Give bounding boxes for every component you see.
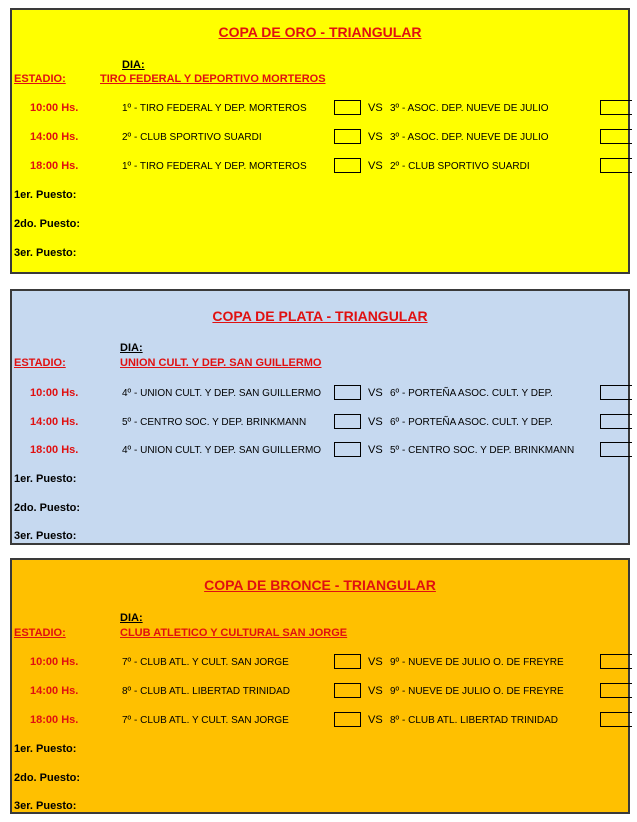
match-team-a: 1º - TIRO FEDERAL Y DEP. MORTEROS bbox=[122, 161, 307, 172]
score-box-b[interactable] bbox=[600, 129, 632, 144]
puesto-1-label: 1er. Puesto: bbox=[14, 743, 77, 755]
score-box-a[interactable] bbox=[334, 158, 361, 173]
match-time: 14:00 Hs. bbox=[30, 131, 79, 143]
score-box-a[interactable] bbox=[334, 385, 361, 400]
vs-label: VS bbox=[368, 416, 383, 428]
match-team-b: 2º - CLUB SPORTIVO SUARDI bbox=[390, 161, 530, 172]
copa-bronce-panel bbox=[10, 558, 630, 814]
score-box-b[interactable] bbox=[600, 158, 632, 173]
match-team-a: 7º - CLUB ATL. Y CULT. SAN JORGE bbox=[122, 657, 289, 668]
match-team-b: 9º - NUEVE DE JULIO O. DE FREYRE bbox=[390, 686, 564, 697]
match-time: 18:00 Hs. bbox=[30, 444, 79, 456]
score-box-a[interactable] bbox=[334, 712, 361, 727]
estadio-name: UNION CULT. Y DEP. SAN GUILLERMO bbox=[120, 357, 322, 369]
match-team-b: 9º - NUEVE DE JULIO O. DE FREYRE bbox=[390, 657, 564, 668]
score-box-b[interactable] bbox=[600, 385, 632, 400]
dia-label: DIA: bbox=[120, 612, 143, 624]
puesto-2-label: 2do. Puesto: bbox=[14, 218, 81, 230]
match-team-a: 1º - TIRO FEDERAL Y DEP. MORTEROS bbox=[122, 103, 307, 114]
vs-label: VS bbox=[368, 685, 383, 697]
score-box-a[interactable] bbox=[334, 414, 361, 429]
vs-label: VS bbox=[368, 160, 383, 172]
panel-title: COPA DE PLATA - TRIANGULAR bbox=[212, 308, 428, 324]
match-time: 18:00 Hs. bbox=[30, 160, 79, 172]
score-box-a[interactable] bbox=[334, 442, 361, 457]
match-time: 18:00 Hs. bbox=[30, 714, 79, 726]
match-team-b: 5º - CENTRO SOC. Y DEP. BRINKMANN bbox=[390, 445, 575, 456]
match-team-a: 8º - CLUB ATL. LIBERTAD TRINIDAD bbox=[122, 686, 290, 697]
score-box-b[interactable] bbox=[600, 414, 632, 429]
match-time: 10:00 Hs. bbox=[30, 102, 79, 114]
panel-title: COPA DE BRONCE - TRIANGULAR bbox=[204, 577, 436, 593]
estadio-label: ESTADIO: bbox=[14, 627, 66, 639]
vs-label: VS bbox=[368, 714, 383, 726]
match-team-b: 6º - PORTEÑA ASOC. CULT. Y DEP. bbox=[390, 388, 553, 399]
copa-oro-panel bbox=[10, 8, 630, 274]
match-team-a: 4º - UNION CULT. Y DEP. SAN GUILLERMO bbox=[122, 445, 322, 456]
dia-label: DIA: bbox=[120, 342, 143, 354]
vs-label: VS bbox=[368, 656, 383, 668]
copa-plata-panel bbox=[10, 289, 630, 545]
estadio-name: TIRO FEDERAL Y DEPORTIVO MORTEROS bbox=[100, 73, 326, 85]
puesto-3-label: 3er. Puesto: bbox=[14, 247, 77, 259]
vs-label: VS bbox=[368, 387, 383, 399]
vs-label: VS bbox=[368, 102, 383, 114]
score-box-a[interactable] bbox=[334, 129, 361, 144]
match-time: 14:00 Hs. bbox=[30, 416, 79, 428]
match-team-a: 4º - UNION CULT. Y DEP. SAN GUILLERMO bbox=[122, 388, 322, 399]
match-team-b: 6º - PORTEÑA ASOC. CULT. Y DEP. bbox=[390, 417, 553, 428]
score-box-b[interactable] bbox=[600, 654, 632, 669]
match-time: 10:00 Hs. bbox=[30, 656, 79, 668]
dia-label: DIA: bbox=[122, 59, 145, 71]
match-team-a: 2º - CLUB SPORTIVO SUARDI bbox=[122, 132, 262, 143]
score-box-a[interactable] bbox=[334, 683, 361, 698]
puesto-1-label: 1er. Puesto: bbox=[14, 189, 77, 201]
score-box-a[interactable] bbox=[334, 654, 361, 669]
puesto-3-label: 3er. Puesto: bbox=[14, 530, 77, 542]
panel-title: COPA DE ORO - TRIANGULAR bbox=[218, 24, 422, 40]
match-time: 14:00 Hs. bbox=[30, 685, 79, 697]
vs-label: VS bbox=[368, 131, 383, 143]
puesto-2-label: 2do. Puesto: bbox=[14, 502, 81, 514]
puesto-3-label: 3er. Puesto: bbox=[14, 800, 77, 812]
score-box-b[interactable] bbox=[600, 712, 632, 727]
puesto-2-label: 2do. Puesto: bbox=[14, 772, 81, 784]
vs-label: VS bbox=[368, 444, 383, 456]
score-box-a[interactable] bbox=[334, 100, 361, 115]
estadio-name: CLUB ATLETICO Y CULTURAL SAN JORGE bbox=[120, 627, 348, 639]
match-time: 10:00 Hs. bbox=[30, 387, 79, 399]
score-box-b[interactable] bbox=[600, 442, 632, 457]
match-team-b: 8º - CLUB ATL. LIBERTAD TRINIDAD bbox=[390, 715, 558, 726]
estadio-label: ESTADIO: bbox=[14, 357, 66, 369]
match-team-b: 3º - ASOC. DEP. NUEVE DE JULIO bbox=[390, 132, 549, 143]
estadio-label: ESTADIO: bbox=[14, 73, 66, 85]
score-box-b[interactable] bbox=[600, 100, 632, 115]
puesto-1-label: 1er. Puesto: bbox=[14, 473, 77, 485]
match-team-b: 3º - ASOC. DEP. NUEVE DE JULIO bbox=[390, 103, 549, 114]
match-team-a: 5º - CENTRO SOC. Y DEP. BRINKMANN bbox=[122, 417, 307, 428]
match-team-a: 7º - CLUB ATL. Y CULT. SAN JORGE bbox=[122, 715, 289, 726]
score-box-b[interactable] bbox=[600, 683, 632, 698]
